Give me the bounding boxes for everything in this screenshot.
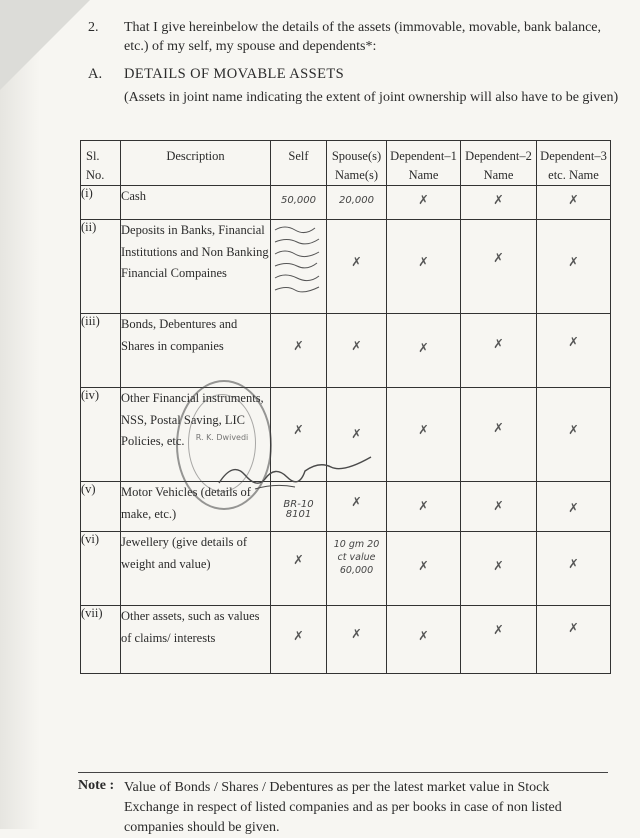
cell-dependent-3: ✗ xyxy=(537,186,611,220)
table-row xyxy=(81,220,611,314)
row-description: Other assets, such as values of claims/ interests xyxy=(121,606,271,674)
row-description: Jewellery (give details of weight and value) xyxy=(121,532,271,606)
cell-self xyxy=(271,220,327,314)
cell-self: BR-10 8101 xyxy=(271,482,327,532)
header-spouse xyxy=(327,141,387,186)
cell-dependent-3: ✗ xyxy=(537,532,611,606)
cell-spouse: ✗ xyxy=(327,314,387,388)
table-row xyxy=(81,314,611,388)
header-description-label: Description xyxy=(166,149,225,163)
cell-dependent-3: ✗ xyxy=(537,482,611,532)
header-sl-label: Sl. xyxy=(86,149,100,163)
row-description: Other Financial instruments, NSS, Postal Saving, LIC Policies, etc. xyxy=(121,388,271,482)
note-text: Value of Bonds / Shares / Debentures as per the latest market value in Stock Exchange in respect of listed companies and as per books in case of non listed companies should be given. xyxy=(124,780,562,835)
cell-dependent-1: ✗ xyxy=(387,482,461,532)
cell-dependent-3: ✗ xyxy=(537,314,611,388)
note-divider xyxy=(78,772,608,773)
cell-spouse: ✗ xyxy=(327,388,387,482)
row-sl-no: (v) xyxy=(81,482,121,532)
header-dependent-1 xyxy=(387,141,461,186)
handwritten-signature xyxy=(215,455,375,495)
seal-text: R. K. Dwivedi xyxy=(195,433,249,442)
cell-dependent-2: ✗ xyxy=(461,532,537,606)
handwritten-bank-details xyxy=(271,220,327,310)
row-description: Bonds, Debentures and Shares in companies xyxy=(121,314,271,388)
header-spouse-line1: Spouse(s) xyxy=(331,149,382,163)
row-sl-no: (i) xyxy=(81,186,121,220)
header-no-label: No. xyxy=(86,168,105,182)
header-dep2-line2: Name xyxy=(483,168,514,182)
cell-dependent-2: ✗ xyxy=(461,186,537,220)
cell-self: ✗ xyxy=(271,532,327,606)
cell-dependent-3: ✗ xyxy=(537,220,611,314)
header-description xyxy=(121,141,271,186)
cell-spouse: 10 gm 20 ct value 60,000 xyxy=(327,532,387,606)
paragraph-number: 2. xyxy=(88,20,99,35)
cell-dependent-1: ✗ xyxy=(387,606,461,674)
table-row xyxy=(81,186,611,220)
cell-self: ✗ xyxy=(271,314,327,388)
header-dep1-line2: Name xyxy=(408,168,439,182)
cell-self: 50,000 xyxy=(271,186,327,220)
row-description: Cash xyxy=(121,186,271,220)
movable-assets-table xyxy=(80,140,611,674)
table-row xyxy=(81,606,611,674)
header-spouse-line2: Name(s) xyxy=(334,168,379,182)
header-dependent-3 xyxy=(537,141,611,186)
cell-spouse: ✗ xyxy=(327,606,387,674)
row-sl-no: (vi) xyxy=(81,532,121,606)
header-dep3-line2: etc. Name xyxy=(548,168,599,182)
row-description: Motor Vehicles (details of make, etc.) xyxy=(121,482,271,532)
row-sl-no: (vii) xyxy=(81,606,121,674)
cell-dependent-1: ✗ xyxy=(387,314,461,388)
table-row xyxy=(81,532,611,606)
section-letter: A. xyxy=(88,66,103,82)
header-self xyxy=(271,141,327,186)
folded-corner xyxy=(0,0,90,90)
cell-dependent-2: ✗ xyxy=(461,388,537,482)
header-dep2-line1: Dependent–2 xyxy=(465,149,532,163)
cell-self: ✗ xyxy=(271,606,327,674)
cell-dependent-2: ✗ xyxy=(461,314,537,388)
note-label: Note : xyxy=(78,778,115,793)
row-sl-no: (iv) xyxy=(81,388,121,482)
cell-spouse: ✗ xyxy=(327,220,387,314)
cell-dependent-2: ✗ xyxy=(461,220,537,314)
scan-shadow xyxy=(0,0,40,829)
section-title: DETAILS OF MOVABLE ASSETS xyxy=(124,66,345,82)
header-dep1-line1: Dependent–1 xyxy=(390,149,457,163)
cell-dependent-2: ✗ xyxy=(461,606,537,674)
header-dependent-2 xyxy=(461,141,537,186)
cell-dependent-1: ✗ xyxy=(387,388,461,482)
cell-dependent-3: ✗ xyxy=(537,388,611,482)
paragraph-text: That I give hereinbelow the details of the assets (immovable, movable, bank balance, etc.) of my self, my spouse and dependents*: xyxy=(124,20,602,54)
header-self-label: Self xyxy=(288,149,309,163)
cell-spouse: ✗ xyxy=(327,482,387,532)
section-subtitle: (Assets in joint name indicating the extent of joint ownership will also have to be given) xyxy=(124,90,619,105)
cell-dependent-1: ✗ xyxy=(387,220,461,314)
row-sl-no: (iii) xyxy=(81,314,121,388)
cell-dependent-3: ✗ xyxy=(537,606,611,674)
cell-dependent-1: ✗ xyxy=(387,532,461,606)
row-description: Deposits in Banks, Financial Institutions and Non Banking Financial Compaines xyxy=(121,220,271,314)
table-header-row xyxy=(81,141,611,186)
cell-self: ✗ xyxy=(271,388,327,482)
cell-dependent-2: ✗ xyxy=(461,482,537,532)
cell-spouse: 20,000 xyxy=(327,186,387,220)
cell-dependent-1: ✗ xyxy=(387,186,461,220)
header-sl-no xyxy=(81,141,121,186)
header-dep3-line1: Dependent–3 xyxy=(540,149,607,163)
row-sl-no: (ii) xyxy=(81,220,121,314)
